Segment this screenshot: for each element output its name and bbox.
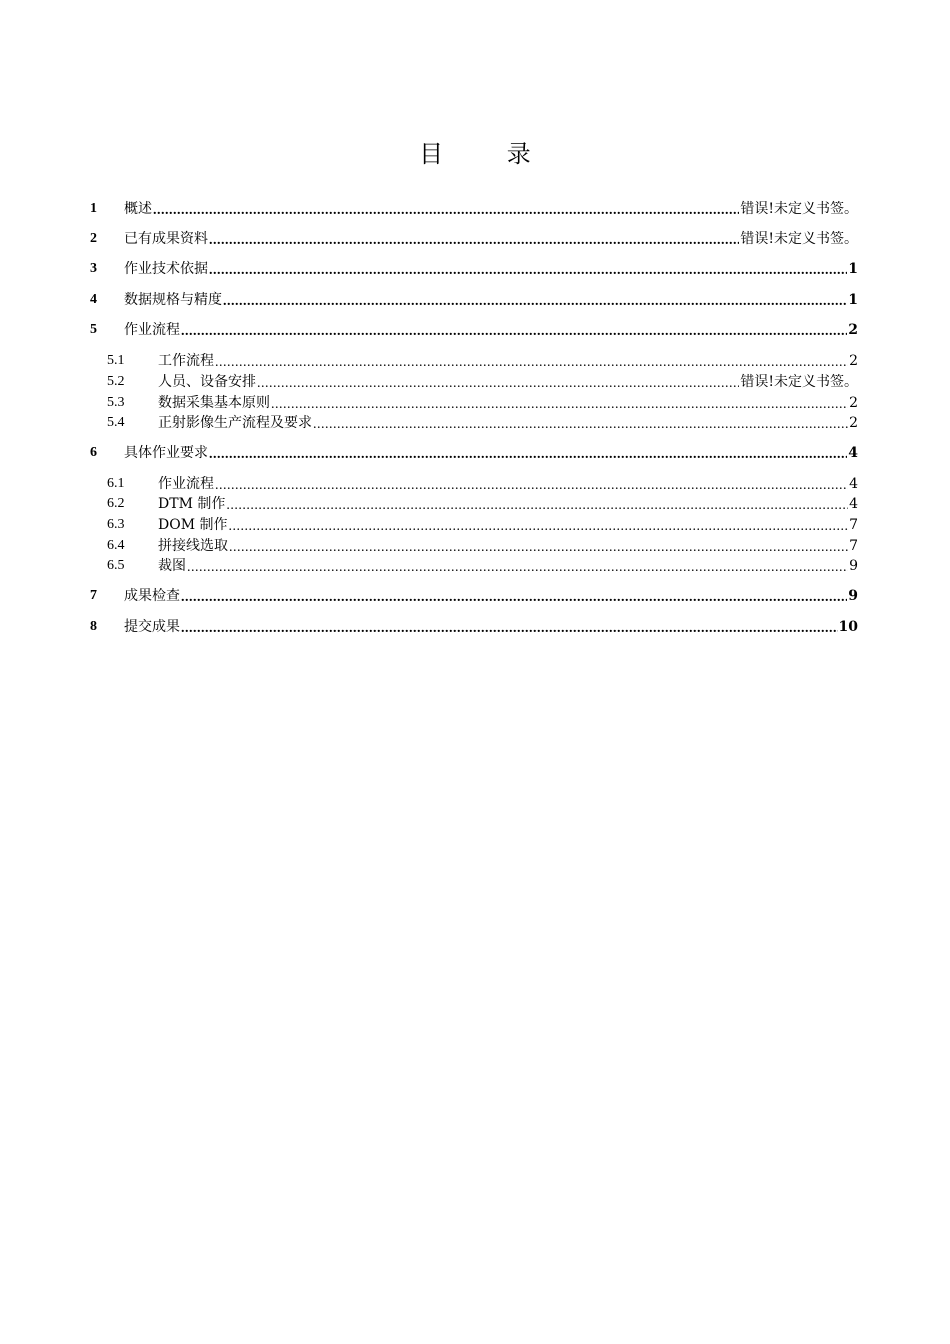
toc-entry-label: 作业流程 <box>158 476 214 492</box>
toc-entry-page: 错误!未定义书签。 <box>740 231 858 247</box>
toc-entry-number: 5.1 <box>107 353 125 368</box>
toc-entry-page: 错误!未定义书签。 <box>740 374 858 390</box>
toc-entry-number: 6.2 <box>107 496 125 511</box>
toc-entry-page: 2 <box>849 353 858 369</box>
toc-entry-label: 作业技术依据 <box>124 261 208 277</box>
toc-leader-dots <box>257 377 739 391</box>
toc-entry-number: 6.1 <box>107 476 125 491</box>
toc-entry-number: 5 <box>90 322 97 337</box>
toc-entry-number: 8 <box>90 619 97 634</box>
toc-entry-number: 5.4 <box>107 415 125 430</box>
toc-entry[interactable] <box>0 555 950 577</box>
toc-entry-page: 10 <box>838 619 858 635</box>
toc-leader-dots <box>215 356 848 370</box>
toc-entry-page: 错误!未定义书签。 <box>740 201 858 217</box>
toc-entry[interactable] <box>0 493 950 515</box>
toc-entry-number: 4 <box>90 292 97 307</box>
toc-entry-page: 1 <box>848 261 858 277</box>
toc-entry[interactable] <box>0 412 950 434</box>
toc-leader-dots <box>181 591 847 605</box>
toc-entry-label: 拼接线选取 <box>158 538 228 554</box>
toc-entry-page: 7 <box>849 517 858 533</box>
toc-entry-number: 6.3 <box>107 517 125 532</box>
toc-entry[interactable] <box>0 350 950 372</box>
toc-entry-label: 裁图 <box>158 558 186 574</box>
toc-entry-number: 3 <box>90 261 97 276</box>
toc-entry-label: 工作流程 <box>158 353 214 369</box>
toc-entry[interactable] <box>0 535 950 557</box>
toc-entry[interactable] <box>0 319 950 341</box>
toc-entry-page: 7 <box>849 538 858 554</box>
toc-entry[interactable] <box>0 616 950 638</box>
toc-entry-page: 4 <box>848 445 858 461</box>
toc-entry-page: 2 <box>848 322 858 338</box>
toc-leader-dots <box>226 499 848 513</box>
toc-leader-dots <box>187 561 848 575</box>
toc-entry[interactable] <box>0 442 950 464</box>
toc-leader-dots <box>181 622 838 636</box>
toc-entry-page: 1 <box>848 292 858 308</box>
toc-entry[interactable] <box>0 371 950 393</box>
toc-entry[interactable] <box>0 514 950 536</box>
toc-entry-number: 6.4 <box>107 538 125 553</box>
toc-entry-page: 2 <box>849 395 858 411</box>
toc-entry-number: 6 <box>90 445 97 460</box>
toc-leader-dots <box>153 204 739 218</box>
toc-entry-label: 成果检查 <box>124 588 180 604</box>
toc-entry-label: 数据采集基本原则 <box>158 395 270 411</box>
toc-entry-label: DOM 制作 <box>158 517 228 533</box>
toc-leader-dots <box>209 448 847 462</box>
toc-leader-dots <box>223 295 847 309</box>
toc-entry-page: 2 <box>849 415 858 431</box>
toc-entry[interactable] <box>0 392 950 414</box>
toc-leader-dots <box>209 264 847 278</box>
toc-entry-number: 1 <box>90 201 97 216</box>
toc-entry-label: 提交成果 <box>124 619 180 635</box>
toc-entry-label: 概述 <box>124 201 152 217</box>
toc-entry-label: 作业流程 <box>124 322 180 338</box>
toc-entry-number: 5.2 <box>107 374 125 389</box>
toc-entry-number: 7 <box>90 588 97 603</box>
toc-entry[interactable] <box>0 289 950 311</box>
toc-entry-label: 正射影像生产流程及要求 <box>158 415 312 431</box>
toc-leader-dots <box>229 520 849 534</box>
toc-entry-label: 人员、设备安排 <box>158 374 256 390</box>
toc-entry-page: 4 <box>849 476 858 492</box>
toc-entry-number: 5.3 <box>107 395 125 410</box>
toc-entry[interactable] <box>0 228 950 250</box>
toc-entry-page: 9 <box>848 588 858 604</box>
toc-entry-page: 9 <box>849 558 858 574</box>
toc-entry-number: 2 <box>90 231 97 246</box>
toc-entry-label: 具体作业要求 <box>124 445 208 461</box>
toc-entry-label: 数据规格与精度 <box>124 292 222 308</box>
toc-entry-label: 已有成果资料 <box>124 231 208 247</box>
toc-leader-dots <box>181 325 847 339</box>
toc-entry[interactable] <box>0 585 950 607</box>
toc-leader-dots <box>209 234 739 248</box>
toc-entry-label: DTM 制作 <box>158 496 226 512</box>
toc-entry[interactable] <box>0 198 950 220</box>
toc-entry[interactable] <box>0 258 950 280</box>
toc-entry[interactable] <box>0 473 950 495</box>
toc-leader-dots <box>313 418 848 432</box>
toc-title: 目 录 <box>419 140 559 168</box>
toc-entry-page: 4 <box>849 496 858 512</box>
toc-leader-dots <box>271 398 848 412</box>
toc-leader-dots <box>215 479 848 493</box>
toc-entry-number: 6.5 <box>107 558 125 573</box>
toc-leader-dots <box>229 541 848 555</box>
